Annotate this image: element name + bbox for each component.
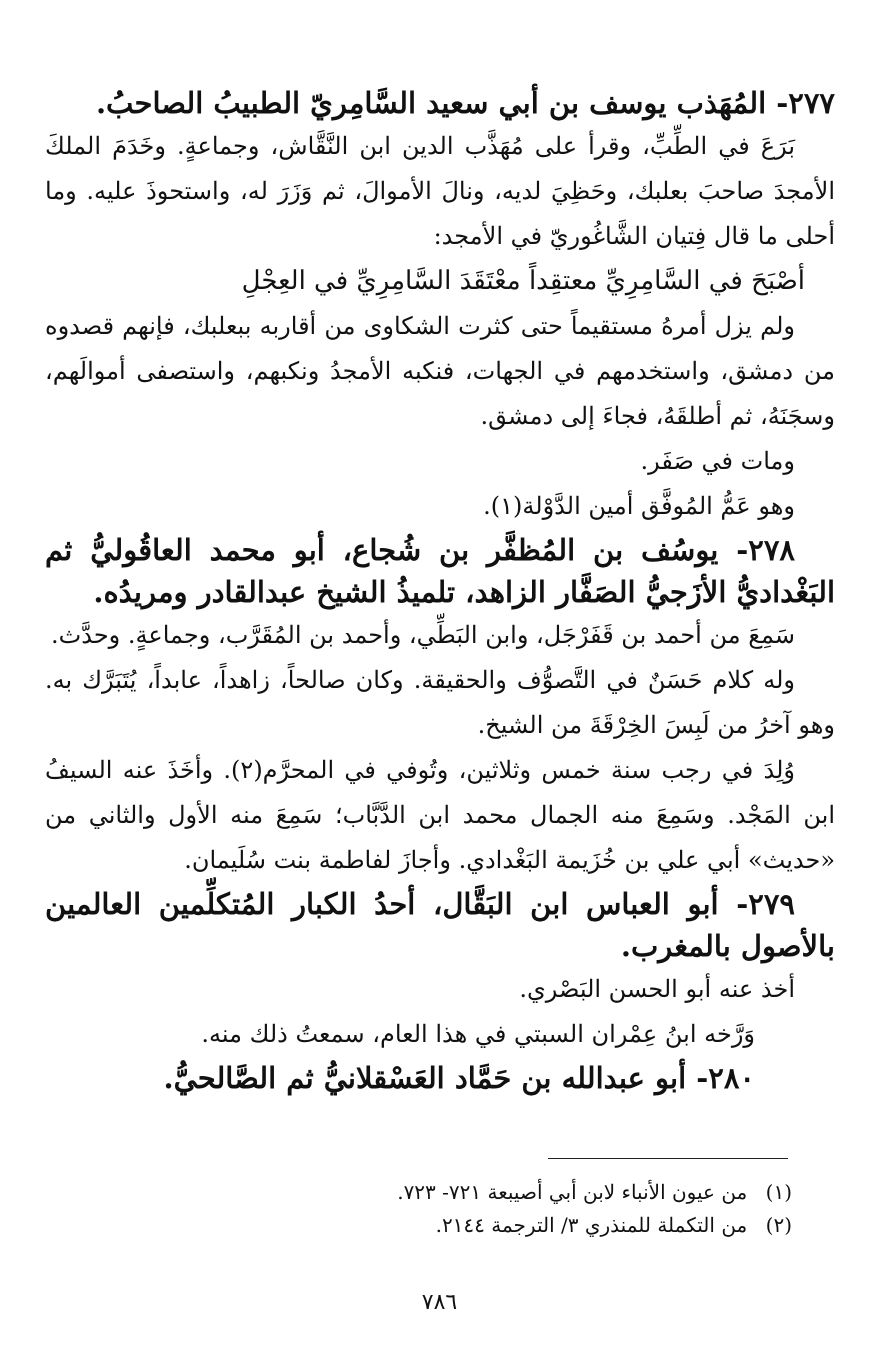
footnote-1-text: من عيون الأنباء لابن أبي أصيبعة ٧٢١- ٧٢٣. [397, 1180, 748, 1204]
footnote-2 [45, 1209, 792, 1242]
entry-279-heading: ٢٧٩- أبو العباس ابن البَقَّال، أحدُ الكبار المُتكلِّمين العالمين بالأصول بالمغرب. [45, 887, 835, 963]
entry-277-verse: أصْبَحَ في السَّامِرِيِّ معتقِداً معْتَقَدَ السَّامِرِيِّ في العِجْلِ [241, 266, 805, 296]
entry-278-heading: ٢٧٨- يوسُف بن المُظفَّر بن شُجاع، أبو محمد العاقُوليُّ ثم البَغْداديُّ الأزَجيُّ الصَفَّار الزاهد، تلميذُ الشيخ عبدالقادر ومريدُه. [45, 533, 835, 609]
footnote-divider [548, 1158, 788, 1159]
entry-279-paragraph-2: وَرَّخه ابنُ عِمْران السبتي في هذا العام، سمعتُ ذلك منه. [201, 1020, 755, 1048]
entry-278-paragraph-1: سَمِعَ من أحمد بن قَفَرْجَل، وابن البَطِّي، وأحمد بن المُقَرَّب، وجماعةٍ. وحدَّث. [51, 621, 795, 649]
entry-277-paragraph-2: ولم يزل أمرهُ مستقيماً حتى كثرت الشكاوى من أقاربه ببعلبك، فإنهم قصدوه من دمشق، واستخدمهم في الجهات، فنكبه الأمجدُ ونكبهم، واستصفى أموالَهم، وسجَنَهُ، ثم أطلقَهُ، فجاءَ إلى دمشق. [45, 312, 835, 430]
entry-277-heading: ٢٧٧- المُهَذب يوسف بن أبي سعيد السَّامِريّ الطبيبُ الصاحبُ. [95, 86, 835, 120]
entry-277-paragraph-4: وهو عَمُّ المُوفَّق أمين الدَّوْلة(١). [483, 492, 795, 520]
entry-279-paragraph-1: أخذ عنه أبو الحسن البَصْري. [519, 975, 795, 1003]
footnote-1-number: (١) [765, 1180, 792, 1204]
entry-277-paragraph-3: ومات في صَفَر. [640, 447, 795, 475]
entry-277-paragraph-1: بَرَعَ في الطِّبِّ، وقرأ على مُهَذَّب الدين ابن النَّقَّاش، وجماعةٍ. وخَدَمَ الملكَ الأمجدَ صاحبَ بعلبك، وحَظِيَ لديه، ونالَ الأموالَ، ثم وَزَرَ له، واستحوذَ عليه. وما أحلى ما قال فِتيان الشَّاغُوريّ في الأمجد: [45, 132, 835, 250]
entry-278-paragraph-2: وله كلام حَسَنٌ في التَّصوُّف والحقيقة. وكان صالحاً، زاهداً، عابداً، يُتَبَرَّك به. وهو آخرُ من لَبِسَ الخِرْقَةَ من الشيخ. [45, 666, 835, 739]
footnote-2-number: (٢) [765, 1213, 792, 1237]
footnote-1 [45, 1176, 792, 1209]
page-number: ٧٨٦ [421, 1290, 458, 1315]
entry-278-paragraph-3: وُلِدَ في رجب سنة خمس وثلاثين، وتُوفي في المحرَّم(٢). وأخَذَ عنه السيفُ ابن المَجْد. وسَمِعَ منه الجمال محمد ابن الدَّبَّاب؛ سَمِعَ منه الأول والثاني من «حديث» أبي علي بن خُزَيمة البَغْدادي. وأجازَ لفاطمة بنت سُلَيمان. [45, 756, 835, 874]
footnote-2-text: من التكملة للمنذري ٣/ الترجمة ٢١٤٤. [435, 1213, 748, 1237]
footnotes [45, 1176, 792, 1242]
page-body [45, 82, 835, 1099]
entry-280-heading: ٢٨٠- أبو عبدالله بن حَمَّاد العَسْقلانيُّ ثم الصَّالحيُّ. [163, 1061, 755, 1095]
